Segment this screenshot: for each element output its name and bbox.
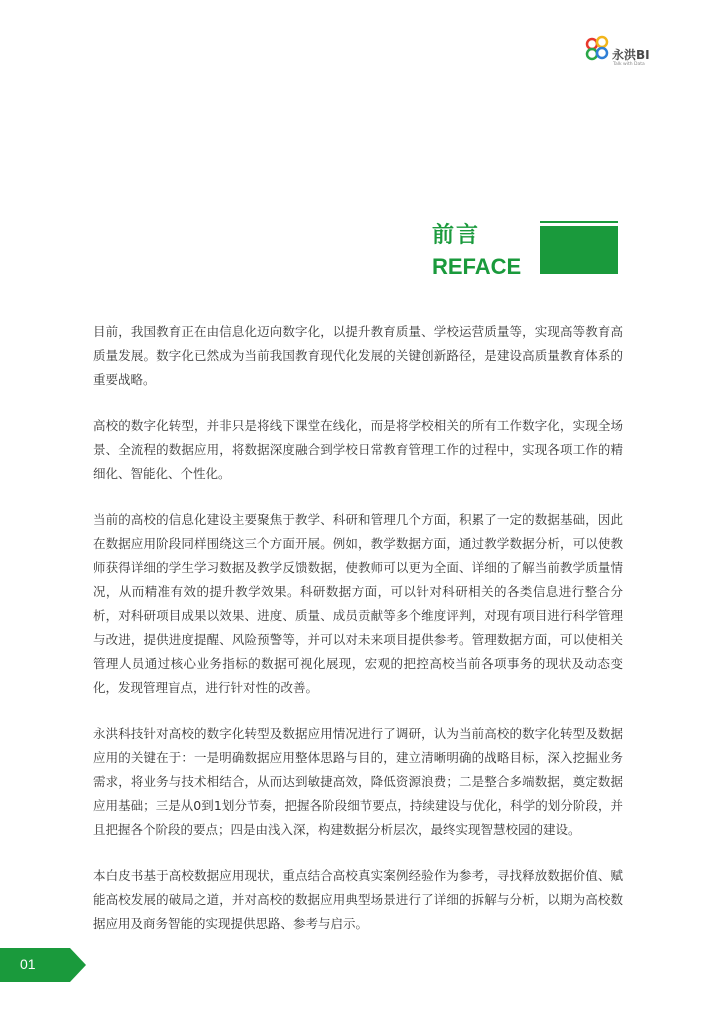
heading-accent-line	[540, 221, 618, 223]
paragraph: 当前的高校的信息化建设主要聚焦于教学、科研和管理几个方面，积累了一定的数据基础，因此在数据应用阶段同样围绕这三个方面开展。例如，教学数据方面，通过教学数据分析，可以使教师获得详细的学生学习数据及教学反馈数据，使教师可以更为全面、详细的了解当前教学质量情况，从而精准有效的提升教学效果。科研数据方面，可以针对科研相关的各类信息进行整合分析，对科研项目成果以效果、进度、质量、成员贡献等多个维度评判，对现有项目进行科学管理与改进，提供进度提醒、风险预警等，并可以对未来项目提供参考。管理数据方面，可以使相关管理人员通过核心业务指标的数据可视化展现，宏观的把控高校当前各项事务的现状及动态变化，发现管理盲点，进行针对性的改善。	[93, 512, 623, 695]
page-number-tab	[0, 948, 86, 982]
section-title-en: REFACE	[432, 254, 522, 279]
rings-logo-icon	[584, 34, 612, 64]
paragraph: 高校的数字化转型，并非只是将线下课堂在线化，而是将学校相关的所有工作数字化，实现全场景、全流程的数据应用，将数据深度融合到学校日常教育管理工作的过程中，实现各项工作的精细化、智能化、个性化。	[93, 418, 623, 481]
paragraph: 永洪科技针对高校的数字化转型及数据应用情况进行了调研，认为当前高校的数字化转型及数据应用的关键在于：一是明确数据应用整体思路与目的，建立清晰明确的战略目标，深入挖掘业务需求，将业务与技术相结合，从而达到敏捷高效，降低资源浪费；二是整合多端数据，奠定数据应用基础；三是从0到1划分节奏，把握各阶段细节要点，持续建设与优化，科学的划分阶段，并且把握各个阶段的要点；四是由浅入深，构建数据分析层次，最终实现智慧校园的建设。	[93, 726, 623, 837]
preface-body	[93, 320, 623, 958]
brand-logo	[584, 34, 694, 70]
arrow-tab-icon	[0, 948, 86, 982]
brand-tagline: Talk with Data	[613, 62, 645, 67]
section-title-cn: 前言	[432, 223, 481, 248]
brand-name: 永洪BI	[612, 48, 650, 62]
heading-accent-block	[540, 226, 618, 274]
page-number: 01	[20, 956, 36, 972]
paragraph: 目前，我国教育正在由信息化迈向数字化，以提升教育质量、学校运营质量等，实现高等教育高质量发展。数字化已然成为当前我国教育现代化发展的关键创新路径，是建设高质量教育体系的重要战略。	[93, 324, 623, 387]
paragraph: 本白皮书基于高校数据应用现状，重点结合高校真实案例经验作为参考，寻找释放数据价值、赋能高校发展的破局之道，并对高校的数据应用典型场景进行了详细的拆解与分析，以期为高校数据应用及商务智能的实现提供思路、参考与启示。	[93, 868, 623, 931]
